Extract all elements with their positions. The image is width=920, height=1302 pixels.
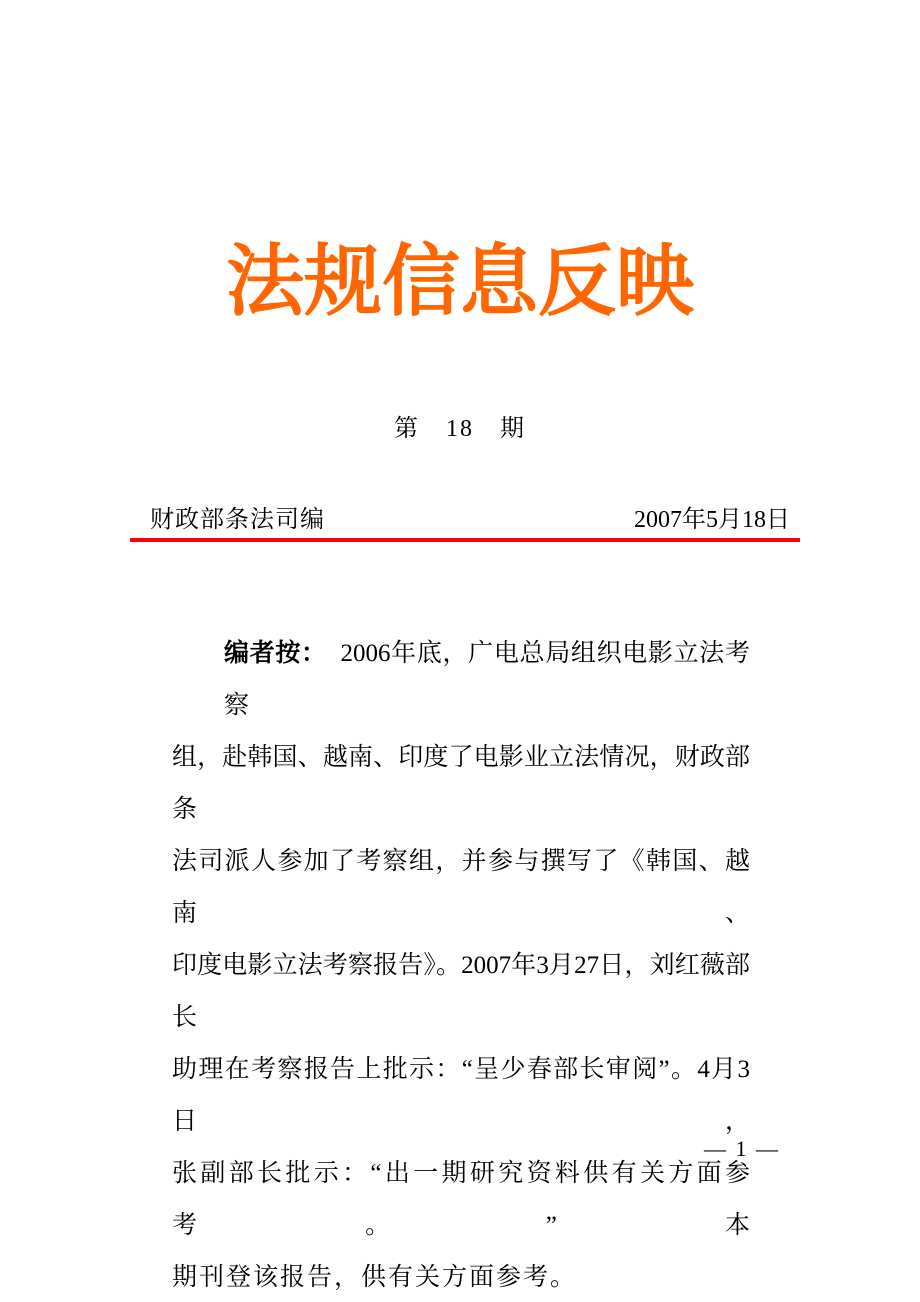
paragraph-line: 张副部长批示：“出一期研究资料供有关方面参考。”本 — [172, 1160, 750, 1239]
publication-date: 2007年5月18日 — [634, 507, 790, 533]
paragraph-line: 助理在考察报告上批示：“呈少春部长审阅”。4月3日， — [172, 1056, 750, 1135]
paragraph-line: 组，赴韩国、越南、印度了电影业立法情况，财政部条 — [172, 744, 750, 823]
publisher-label: 财政部条法司编 — [150, 507, 325, 533]
paragraph-line — [172, 628, 750, 732]
page-number: — 1 — — [704, 1136, 780, 1161]
paragraph-line: 印度电影立法考察报告》。2007年3月27日，刘红薇部长 — [172, 952, 750, 1031]
paragraph-line-text: 2006年底，广电总局组织电影立法考察 — [224, 640, 750, 719]
document-title: 法规信息反映 — [225, 238, 694, 325]
paragraph-line: 法司派人参加了考察组，并参与撰写了《韩国、越南、 — [172, 848, 750, 927]
paragraph-line: 期刊登该报告，供有关方面参考。 — [172, 1264, 578, 1291]
issue-number: 第 18 期 — [394, 416, 526, 442]
editor-note-paragraph — [172, 628, 750, 1302]
editor-note-label: 编者按： — [224, 640, 327, 667]
publication-info-row — [150, 499, 790, 534]
header-divider-rule — [130, 538, 800, 542]
